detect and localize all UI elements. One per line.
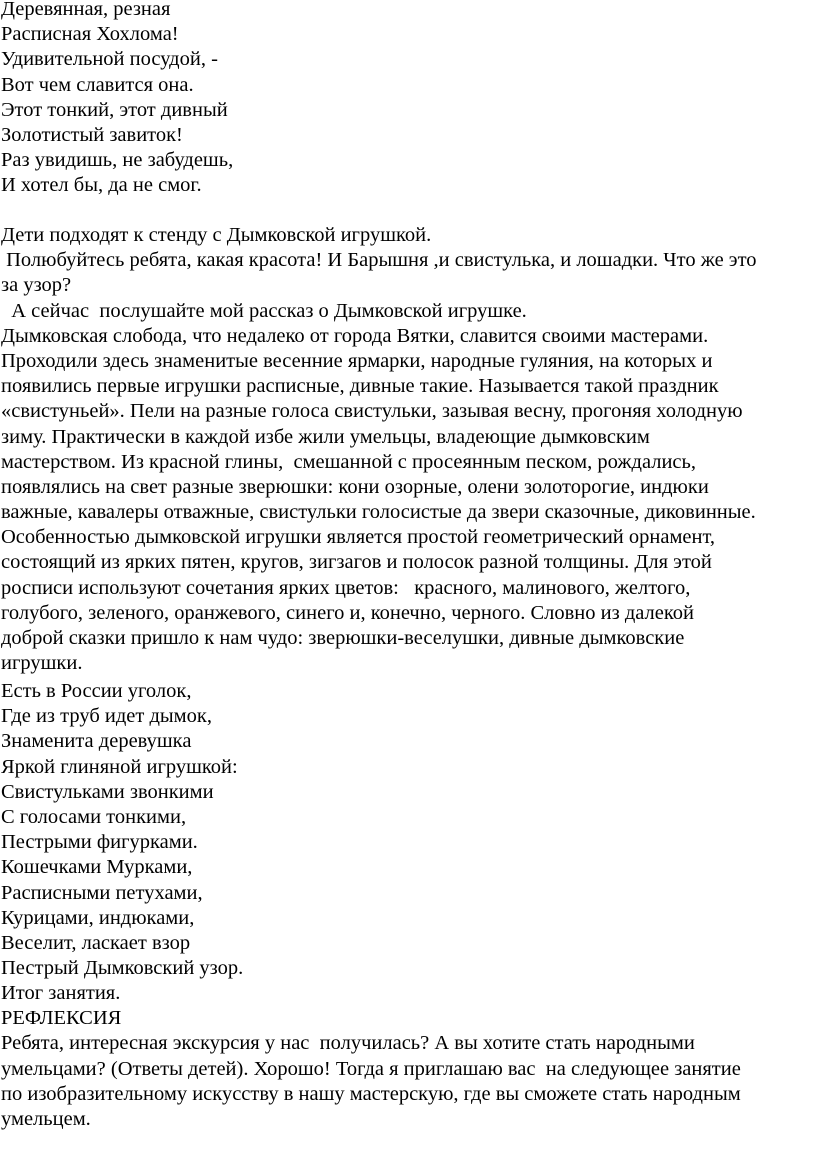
poem-line: Золотистый завиток! (1, 123, 183, 146)
story-line: появлялись на свет разные зверюшки: кони озорные, олени золоторогие, индюки (1, 475, 709, 498)
poem-line: Вот чем славится она. (1, 73, 194, 96)
story-line: «свистуньей». Пели на разные голоса свистульки, зазывая весну, прогоняя холодную (1, 400, 743, 423)
story-line: Дымковская слобода, что недалеко от города Вятки, славится своими мастерами. (1, 324, 709, 347)
poem-line: Пестрыми фигурками. (1, 831, 198, 854)
poem-line: Яркой глиняной игрушкой: (1, 755, 238, 778)
dymkovo-story (1, 223, 813, 676)
poem-line: Раз увидишь, не забудешь, (1, 149, 234, 172)
poem-line: И хотел бы, да не смог. (1, 174, 202, 197)
poem-line: Расписными петухами, (1, 881, 203, 904)
poem-line: Свистульками звонкими (1, 780, 214, 803)
poem-line: Расписная Хохлома! (1, 23, 179, 46)
poem-line: Есть в России уголок, (1, 680, 192, 702)
hohloma-poem (1, 0, 813, 199)
poem-line: Деревянная, резная (1, 0, 171, 20)
story-line: мастерством. Из красной глины, смешанной с просеянным песком, рождались, (1, 450, 697, 473)
dymkovo-poem (1, 679, 813, 981)
poem-line: Где из труб идет дымок, (1, 705, 212, 728)
story-line: состоящий из ярких пятен, кругов, зигзагов и полосок разной толщины. Для этой (1, 551, 712, 574)
poem-line: Курицами, индюками, (1, 906, 195, 929)
poem-line: Веселит, ласкает взор (1, 931, 191, 954)
story-line: Полюбуйтесь ребята, какая красота! И Барышня ,и свистулька, и лошадки. Что же это (1, 249, 757, 272)
story-line: А сейчас послушайте мой рассказ о Дымковской игрушке. (1, 299, 527, 322)
story-line: Особенностью дымковской игрушки является простой геометрический орнамент, (1, 526, 716, 549)
summary-heading: Итог занятия. (1, 982, 121, 1004)
poem-line: Пестрый Дымковский узор. (1, 957, 244, 980)
poem-line: Этот тонкий, этот дивный (1, 98, 228, 121)
story-line: важные, кавалеры отважные, свистульки голосистые да звери сказочные, диковинные. (1, 501, 756, 524)
reflection-heading: РЕФЛЕКСИЯ (1, 1007, 122, 1030)
story-line: появились первые игрушки расписные, дивные такие. Называется такой праздник (1, 375, 719, 398)
poem-line: Удивительной посудой, - (1, 48, 218, 71)
story-line: зиму. Практически в каждой избе жили умельцы, владеющие дымковским (1, 425, 650, 448)
summary-line: Ребята, интересная экскурсия у нас получилась? А вы хотите стать народными (1, 1032, 695, 1055)
summary-line: умельцем. (1, 1107, 91, 1130)
summary-line: умельцами? (Ответы детей). Хорошо! Тогда я приглашаю вас на следующее занятие (1, 1057, 741, 1080)
summary-line: по изобразительному искусству в нашу мастерскую, где вы сможете стать народным (1, 1082, 741, 1105)
poem-line: С голосами тонкими, (1, 805, 187, 828)
poem-line: Кошечками Мурками, (1, 856, 193, 879)
poem-line: Знаменита деревушка (1, 730, 192, 753)
story-line: Дети подходят к стенду с Дымковской игрушкой. (1, 224, 432, 246)
story-line: доброй сказки пришло к нам чудо: зверюшки-веселушки, дивные дымковские (1, 627, 685, 649)
story-line: росписи используют сочетания ярких цветов: красного, малинового, желтого, (1, 576, 691, 599)
story-line: за узор? (1, 274, 72, 297)
story-line: Проходили здесь знаменитые весенние ярмарки, народные гуляния, на которых и (1, 349, 713, 372)
story-line: игрушки. (1, 652, 83, 675)
lesson-summary (1, 981, 813, 1132)
story-line: голубого, зеленого, оранжевого, синего и, конечно, черного. Словно из далекой (1, 601, 695, 624)
